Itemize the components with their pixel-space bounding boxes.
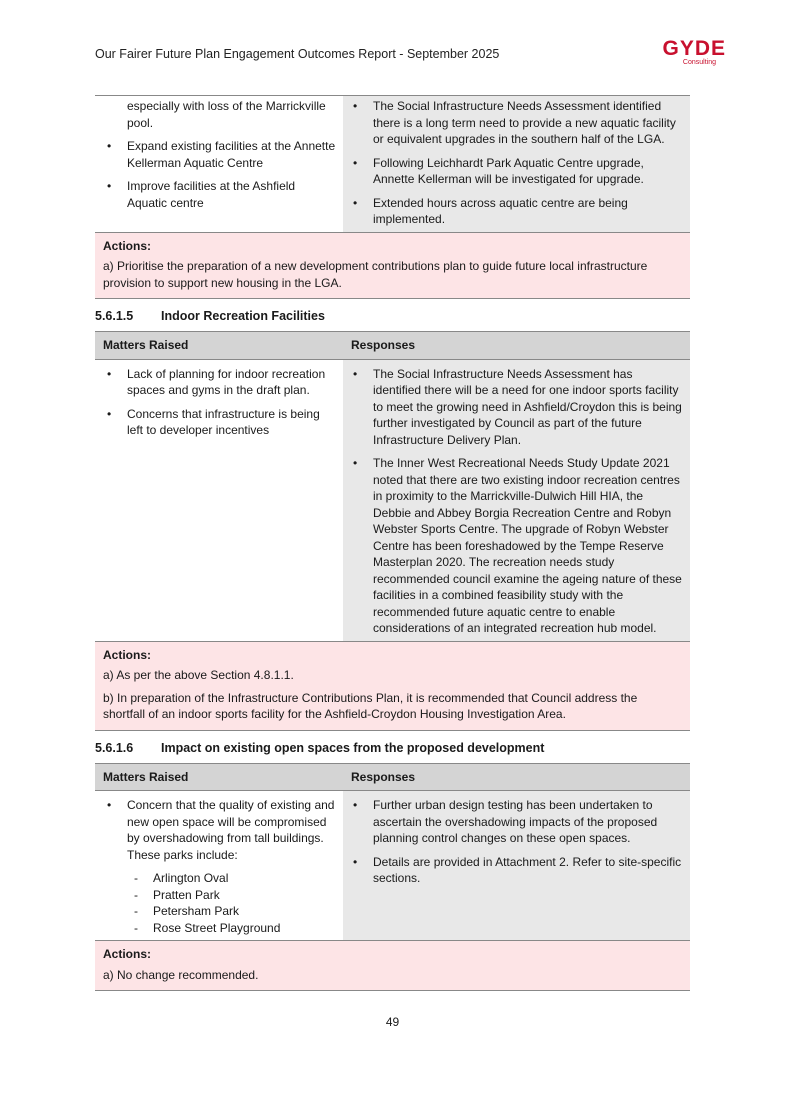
table-row (95, 359, 690, 641)
list-item: especially with loss of the Marrickville pool. (127, 99, 326, 130)
table-row (95, 791, 690, 941)
section-heading-5616 (95, 741, 690, 755)
actions-title: Actions: (103, 647, 151, 662)
aquatic-table-continued (95, 95, 690, 232)
logo-subtitle: Consulting (682, 59, 716, 66)
indoor-recreation-table (95, 331, 690, 641)
actions-box (95, 641, 690, 731)
section-heading-5615 (95, 309, 690, 323)
column-header-responses: Responses (343, 763, 690, 791)
action-item: a) Prioritise the preparation of a new development contributions plan to guide future local infrastructure provision to support new housing in the LGA. (103, 259, 648, 290)
matters-cell (95, 791, 343, 941)
open-space-table (95, 763, 690, 941)
column-header-responses: Responses (343, 332, 690, 360)
page-number: 49 (385, 1015, 400, 1029)
section-title: Impact on existing open spaces from the proposed development (161, 740, 545, 755)
actions-title: Actions: (103, 947, 151, 961)
column-header-matters: Matters Raised (95, 763, 343, 791)
list-item: • Improve facilities at the Ashfield Aquatic centre (103, 178, 337, 211)
logo-wordmark: GYDE (662, 37, 726, 60)
matters-cell (95, 359, 343, 641)
list-item: • Further urban design testing has been undertaken to ascertain the overshadowing impacts of the proposed planning control changes on these open spaces. (349, 797, 682, 847)
matter-text: Concern that the quality of existing and new open space will be compromised by overshadowing from tall buildings. These parks include: (127, 798, 335, 862)
park-item: - Petersham Park (127, 903, 337, 920)
action-item: a) As per the above Section 4.8.1.1. (103, 668, 294, 682)
list-item: • Concerns that infrastructure is being left to developer incentives (103, 406, 337, 439)
responses-cell (343, 96, 690, 232)
table-header-row (95, 763, 690, 791)
list-item: • Extended hours across aquatic centre are being implemented. (349, 195, 682, 228)
list-item: • The Inner West Recreational Needs Study Update 2021 noted that there are two existing indoor recreation centres in proximity to the Marrickville-Dulwich Hill HIA, the Debbie and Abbey Borgia Recreation Centre and Robyn Webster Sports Centre. The upgrade of Robyn Webster Centre has been foreshadowed by the Tempe Reserve Masterplan 2020. The recreation needs study recommended council examine the ageing nature of these facilities in a combined feasibility study with the recommended future aquatic centre to enable considerations of an integrated recreation hub model. (349, 455, 682, 637)
actions-box (95, 940, 690, 991)
gyde-logo (636, 38, 726, 66)
parks-list (127, 870, 337, 936)
list-item: • Expand existing facilities at the Annette Kellerman Aquatic Centre (103, 138, 337, 171)
list-item: • Lack of planning for indoor recreation spaces and gyms in the draft plan. (103, 366, 337, 399)
list-item: • The Social Infrastructure Needs Assessment identified there is a long term need to provide a new aquatic facility or equivalent upgrades in the southern half of the LGA. (349, 98, 682, 148)
park-item: - Arlington Oval (127, 870, 337, 887)
actions-title: Actions: (103, 238, 151, 253)
action-item: a) No change recommended. (103, 967, 259, 982)
park-item: - Pratten Park (127, 887, 337, 904)
park-item: - Rose Street Playground (127, 920, 337, 937)
list-item: • Following Leichhardt Park Aquatic Centre upgrade, Annette Kellerman will be investigated for upgrade. (349, 155, 682, 188)
section-number: 5.6.1.5 (95, 309, 134, 323)
list-item (103, 797, 337, 936)
report-header-title: Our Fairer Future Plan Engagement Outcomes Report - September 2025 (95, 47, 500, 61)
page-content (95, 95, 690, 991)
section-number: 5.6.1.6 (95, 740, 134, 755)
table-row (95, 96, 690, 232)
responses-cell (343, 359, 690, 641)
section-title: Indoor Recreation Facilities (161, 309, 325, 323)
actions-box (95, 232, 690, 300)
action-item: b) In preparation of the Infrastructure Contributions Plan, it is recommended that Council address the shortfall of an indoor sports facility for the Ashfield-Croydon Housing Investigation Area. (103, 690, 638, 721)
responses-cell (343, 791, 690, 941)
column-header-matters: Matters Raised (95, 332, 343, 360)
table-header-row (95, 332, 690, 360)
matters-cell (95, 96, 343, 232)
list-item: • Details are provided in Attachment 2. Refer to site-specific sections. (349, 854, 682, 887)
list-item: • The Social Infrastructure Needs Assessment has identified there will be a need for one indoor sports facility to meet the growing need in Ashfield/Croydon this is being further investigated by Council as part of the future Infrastructure Delivery Plan. (349, 366, 682, 449)
